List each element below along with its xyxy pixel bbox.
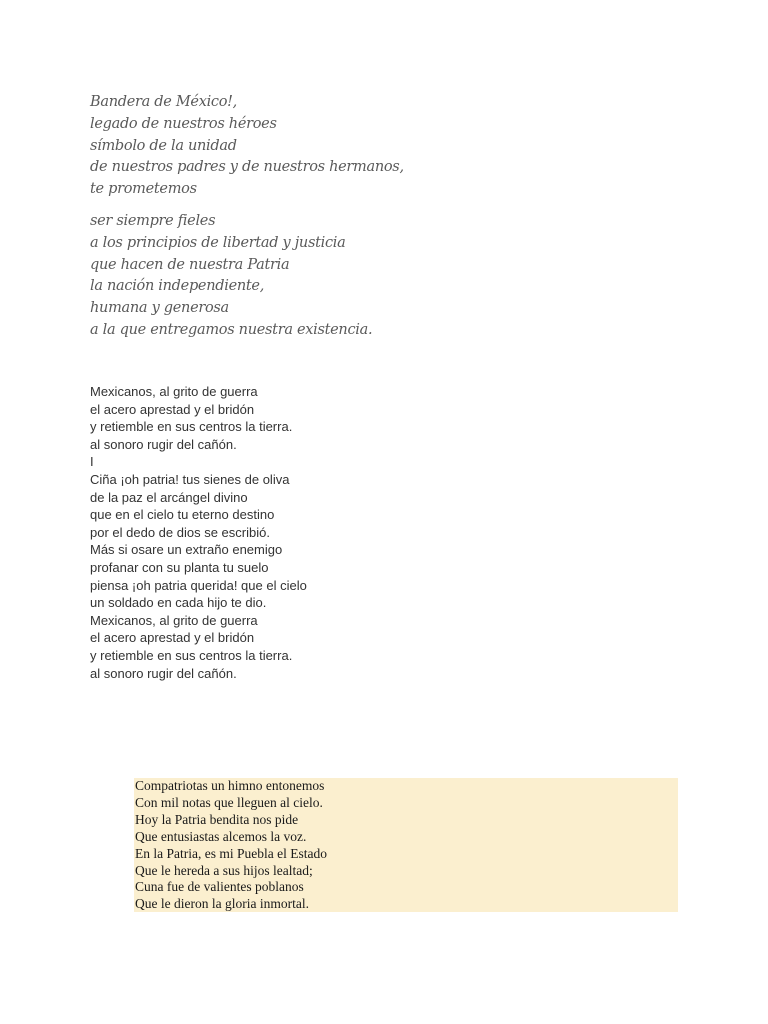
anthem-line: profanar con su planta tu suelo (90, 559, 269, 575)
anthem-line: Mexicanos, al grito de guerra (90, 612, 258, 628)
oath-line: legado de nuestros héroes (90, 115, 277, 132)
puebla-hymn-line: Cuna fue de valientes poblanos (135, 879, 304, 895)
anthem-line: por el dedo de dios se escribió. (90, 524, 270, 540)
flag-oath-stanza-2 (90, 211, 372, 342)
oath-line: te prometemos (90, 181, 197, 198)
oath-line: Bandera de México!, (90, 94, 237, 110)
oath-line: ser siempre fieles (90, 213, 216, 229)
oath-line: de nuestros padres y de nuestros hermanos, (90, 159, 404, 176)
oath-line: símbolo de la unidad (90, 137, 237, 154)
anthem-line: un soldado en cada hijo te dio. (90, 595, 267, 611)
anthem-line: el acero aprestad y el bridón (90, 401, 255, 417)
anthem-line: I (90, 454, 94, 470)
flag-oath-stanza-1 (90, 92, 404, 201)
puebla-hymn-line: Con mil notas que lleguen al cielo. (135, 794, 323, 810)
anthem-line: Más si osare un extraño enemigo (90, 542, 283, 558)
puebla-hymn-line: Que le hereda a sus hijos lealtad; (135, 862, 313, 878)
anthem-line: el acero aprestad y el bridón (90, 630, 255, 646)
oath-line: a la que entregamos nuestra existencia. (90, 321, 373, 338)
anthem-line: y retiemble en sus centros la tierra. (90, 419, 293, 435)
anthem-line: al sonoro rugir del cañón. (90, 436, 237, 452)
puebla-hymn-line: Que le dieron la gloria inmortal. (135, 896, 309, 912)
puebla-hymn-line: Hoy la Patria bendita nos pide (135, 811, 299, 827)
national-anthem-text (90, 383, 307, 682)
anthem-line: piensa ¡oh patria querida! que el cielo (90, 577, 307, 593)
oath-line: humana y generosa (90, 300, 229, 317)
puebla-hymn-line: Compatriotas un himno entonemos (135, 778, 325, 793)
oath-line: que hacen de nuestra Patria (90, 256, 290, 273)
oath-line: a los principios de libertad y justicia (90, 234, 346, 251)
puebla-hymn-line: En la Patria, es mi Puebla el Estado (135, 845, 327, 861)
anthem-line: Ciña ¡oh patria! tus sienes de oliva (90, 471, 290, 487)
anthem-line: al sonoro rugir del cañón. (90, 665, 237, 681)
puebla-hymn-line: Que entusiastas alcemos la voz. (135, 828, 307, 844)
anthem-line: que en el cielo tu eterno destino (90, 507, 275, 523)
anthem-line: Mexicanos, al grito de guerra (90, 384, 258, 399)
anthem-line: y retiemble en sus centros la tierra. (90, 647, 293, 663)
anthem-line: de la paz el arcángel divino (90, 489, 248, 505)
puebla-hymn-highlight-box (134, 778, 678, 912)
oath-line: la nación independiente, (90, 278, 265, 295)
